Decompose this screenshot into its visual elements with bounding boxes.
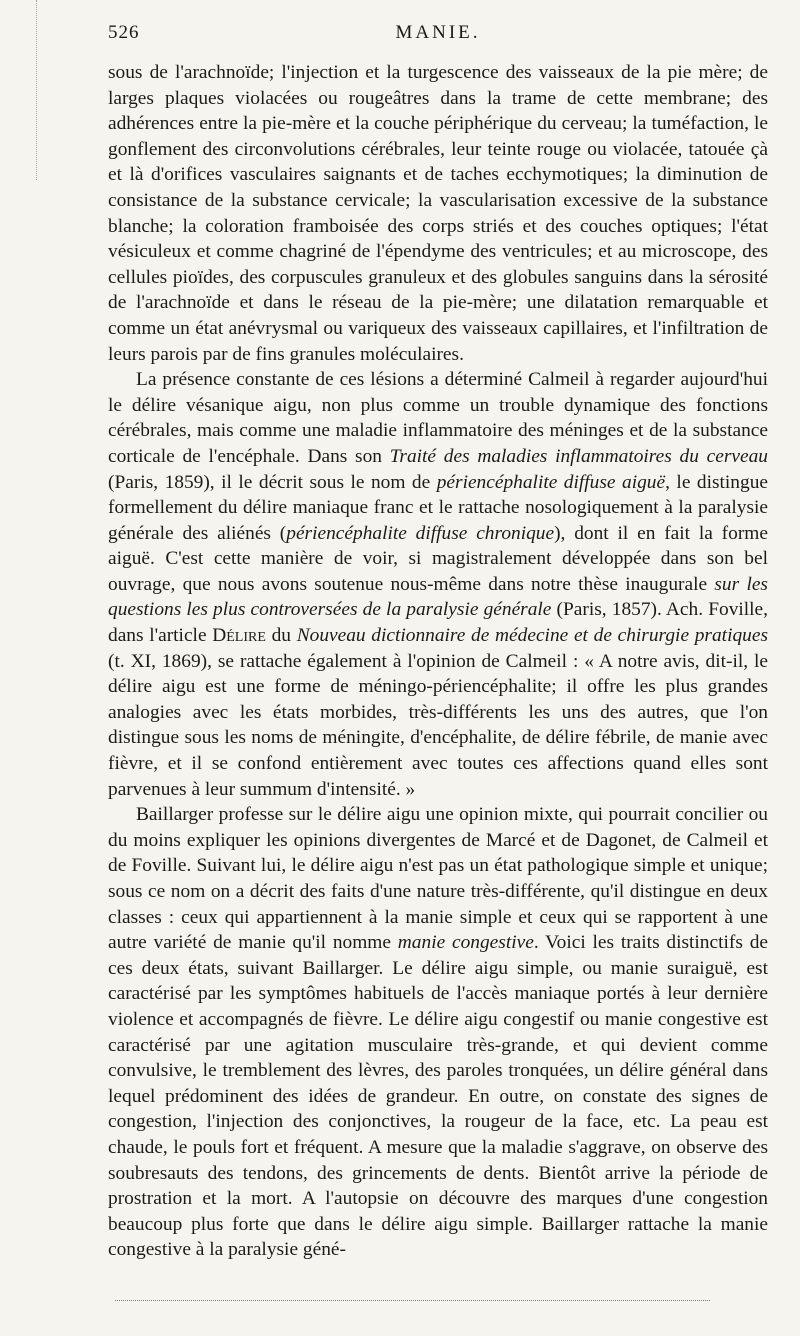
text-run: (t. XI, 1869), se rattache également à l'opinion de Calmeil : « A notre avis, dit-il, le délire aigu est une forme de méningo-périencéphalite; il offre les plus grandes analogies avec les états morbides, très-différents les uns des autres, que l'on distingue sous les noms de méningite, d'encéphalite, de délire fébrile, de manie avec fièvre, et il se confond entièrement avec toutes ces affections quand elles sont parvenues à leur summum d'intensité. »: [108, 650, 768, 800]
page-number: 526: [108, 22, 140, 43]
text-run: , le distingue formellement du délire maniaque franc et le rattache nosologiquement à la paralysie générale des aliénés (: [108, 471, 769, 544]
text-run: (Paris, 1857). Ach. Foville, dans l'article: [108, 599, 769, 647]
italic-text: Nouveau dictionnaire de médecine et de chirurgie pratiques: [296, 625, 768, 647]
text-run: La présence constante de ces lésions a déterminé Calmeil à regarder aujourd'hui le délire vésanique aigu, non plus comme un trouble dynamique des fonctions cérébrales, mais comme une maladie inflammatoire des méninges et de la substance corticale de l'encéphale. Dans son: [108, 369, 768, 467]
small-caps-text: Délire: [212, 625, 266, 647]
text-run: Baillarger professe sur le délire aigu une opinion mixte, qui pourrait concilier ou du moins expliquer les opinions divergentes de Marcé et de Dagonet, de Calmeil et de Foville. Suivant lui, le délire aigu n'est pas un état pathologique simple et unique; sous ce nom on a décrit des faits d'une nature très-différente, qu'il distingue en deux classes : ceux qui appartiennent à la manie simple et ceux qui se rapportent à une autre variété de manie qu'il nomme: [108, 804, 768, 954]
italic-text: périencéphalite diffuse aiguë: [436, 471, 666, 493]
footer-rule: [115, 1300, 710, 1301]
margin-mark: [36, 0, 37, 180]
italic-text: sur les questions les plus controversées de la paralysie générale: [108, 573, 768, 621]
text-run: sous de l'arachnoïde; l'injection et la turgescence des vaisseaux de la pie mère; de larges plaques violacées ou rougeâtres dans la trame de cette membrane; des adhérences entre la pie-mère et la couche périphérique du cerveau; la tuméfaction, le gonflement des circonvolutions cérébrales, leur teinte rouge ou violacée, tatouée çà et là d'orifices vasculaires saignants et de taches ecchymotiques; la diminution de consistance de la substance cervicale; la vascularisation excessive de la substance blanche; la coloration framboisée des corps striés et des couches optiques; l'état vésiculeux et comme chagriné de l'épendyme des ventricules; et au microscope, des cellules pioïdes, des corpuscules granuleux et des globules sanguins dans la sérosité de l'arachnoïde et dans le réseau de la pie-mère; une dilatation remarquable et comme un état anévrysmal ou variqueux des vaisseaux capillaires, et l'infiltration de leurs parois par de fins granules moléculaires.: [108, 62, 768, 365]
paragraph: [108, 60, 768, 367]
text-run: (Paris, 1859), il le décrit sous le nom de: [108, 471, 437, 493]
italic-text: Traité des maladies inflammatoires du cerveau: [389, 445, 768, 467]
italic-text: manie congestive: [397, 932, 534, 954]
text-run: du: [265, 625, 297, 647]
running-title: MANIE.: [395, 22, 481, 43]
paragraph: [108, 367, 768, 802]
text-run: . Voici les traits distinctifs de ces deux états, suivant Baillarger. Le délire aigu simple, ou manie suraiguë, est caractérisé par les symptômes habituels de l'accès maniaque portés à leur dernière violence et accompagnés de fièvre. Le délire aigu congestif ou manie congestive est caractérisé par une agitation musculaire très-grande, et qui devient comme convulsive, le tremblement des lèvres, des paroles tronquées, un délire général dans lequel prédominent des idées de grandeur. En outre, on constate des signes de congestion, l'injection des conjonctives, la rougeur de la face, etc. La peau est chaude, le pouls fort et fréquent. A mesure que la maladie s'aggrave, on observe des soubresauts des tendons, des grincements de dents. Bientôt arrive la période de prostration et la mort. A l'autopsie on découvre des marques d'une congestion beaucoup plus forte que dans le délire aigu simple. Baillarger rattache la manie congestive à la paralysie géné-: [108, 932, 768, 1261]
body-text: [108, 60, 768, 1263]
italic-text: périencéphalite diffuse chronique: [286, 522, 555, 544]
paragraph: [108, 802, 768, 1263]
page-header: [108, 22, 768, 52]
text-run: ), dont il en fait la forme aiguë. C'est cette manière de voir, si magistralement développée dans son bel ouvrage, que nous avons soutenue nous-même dans notre thèse inaugurale: [108, 522, 768, 595]
